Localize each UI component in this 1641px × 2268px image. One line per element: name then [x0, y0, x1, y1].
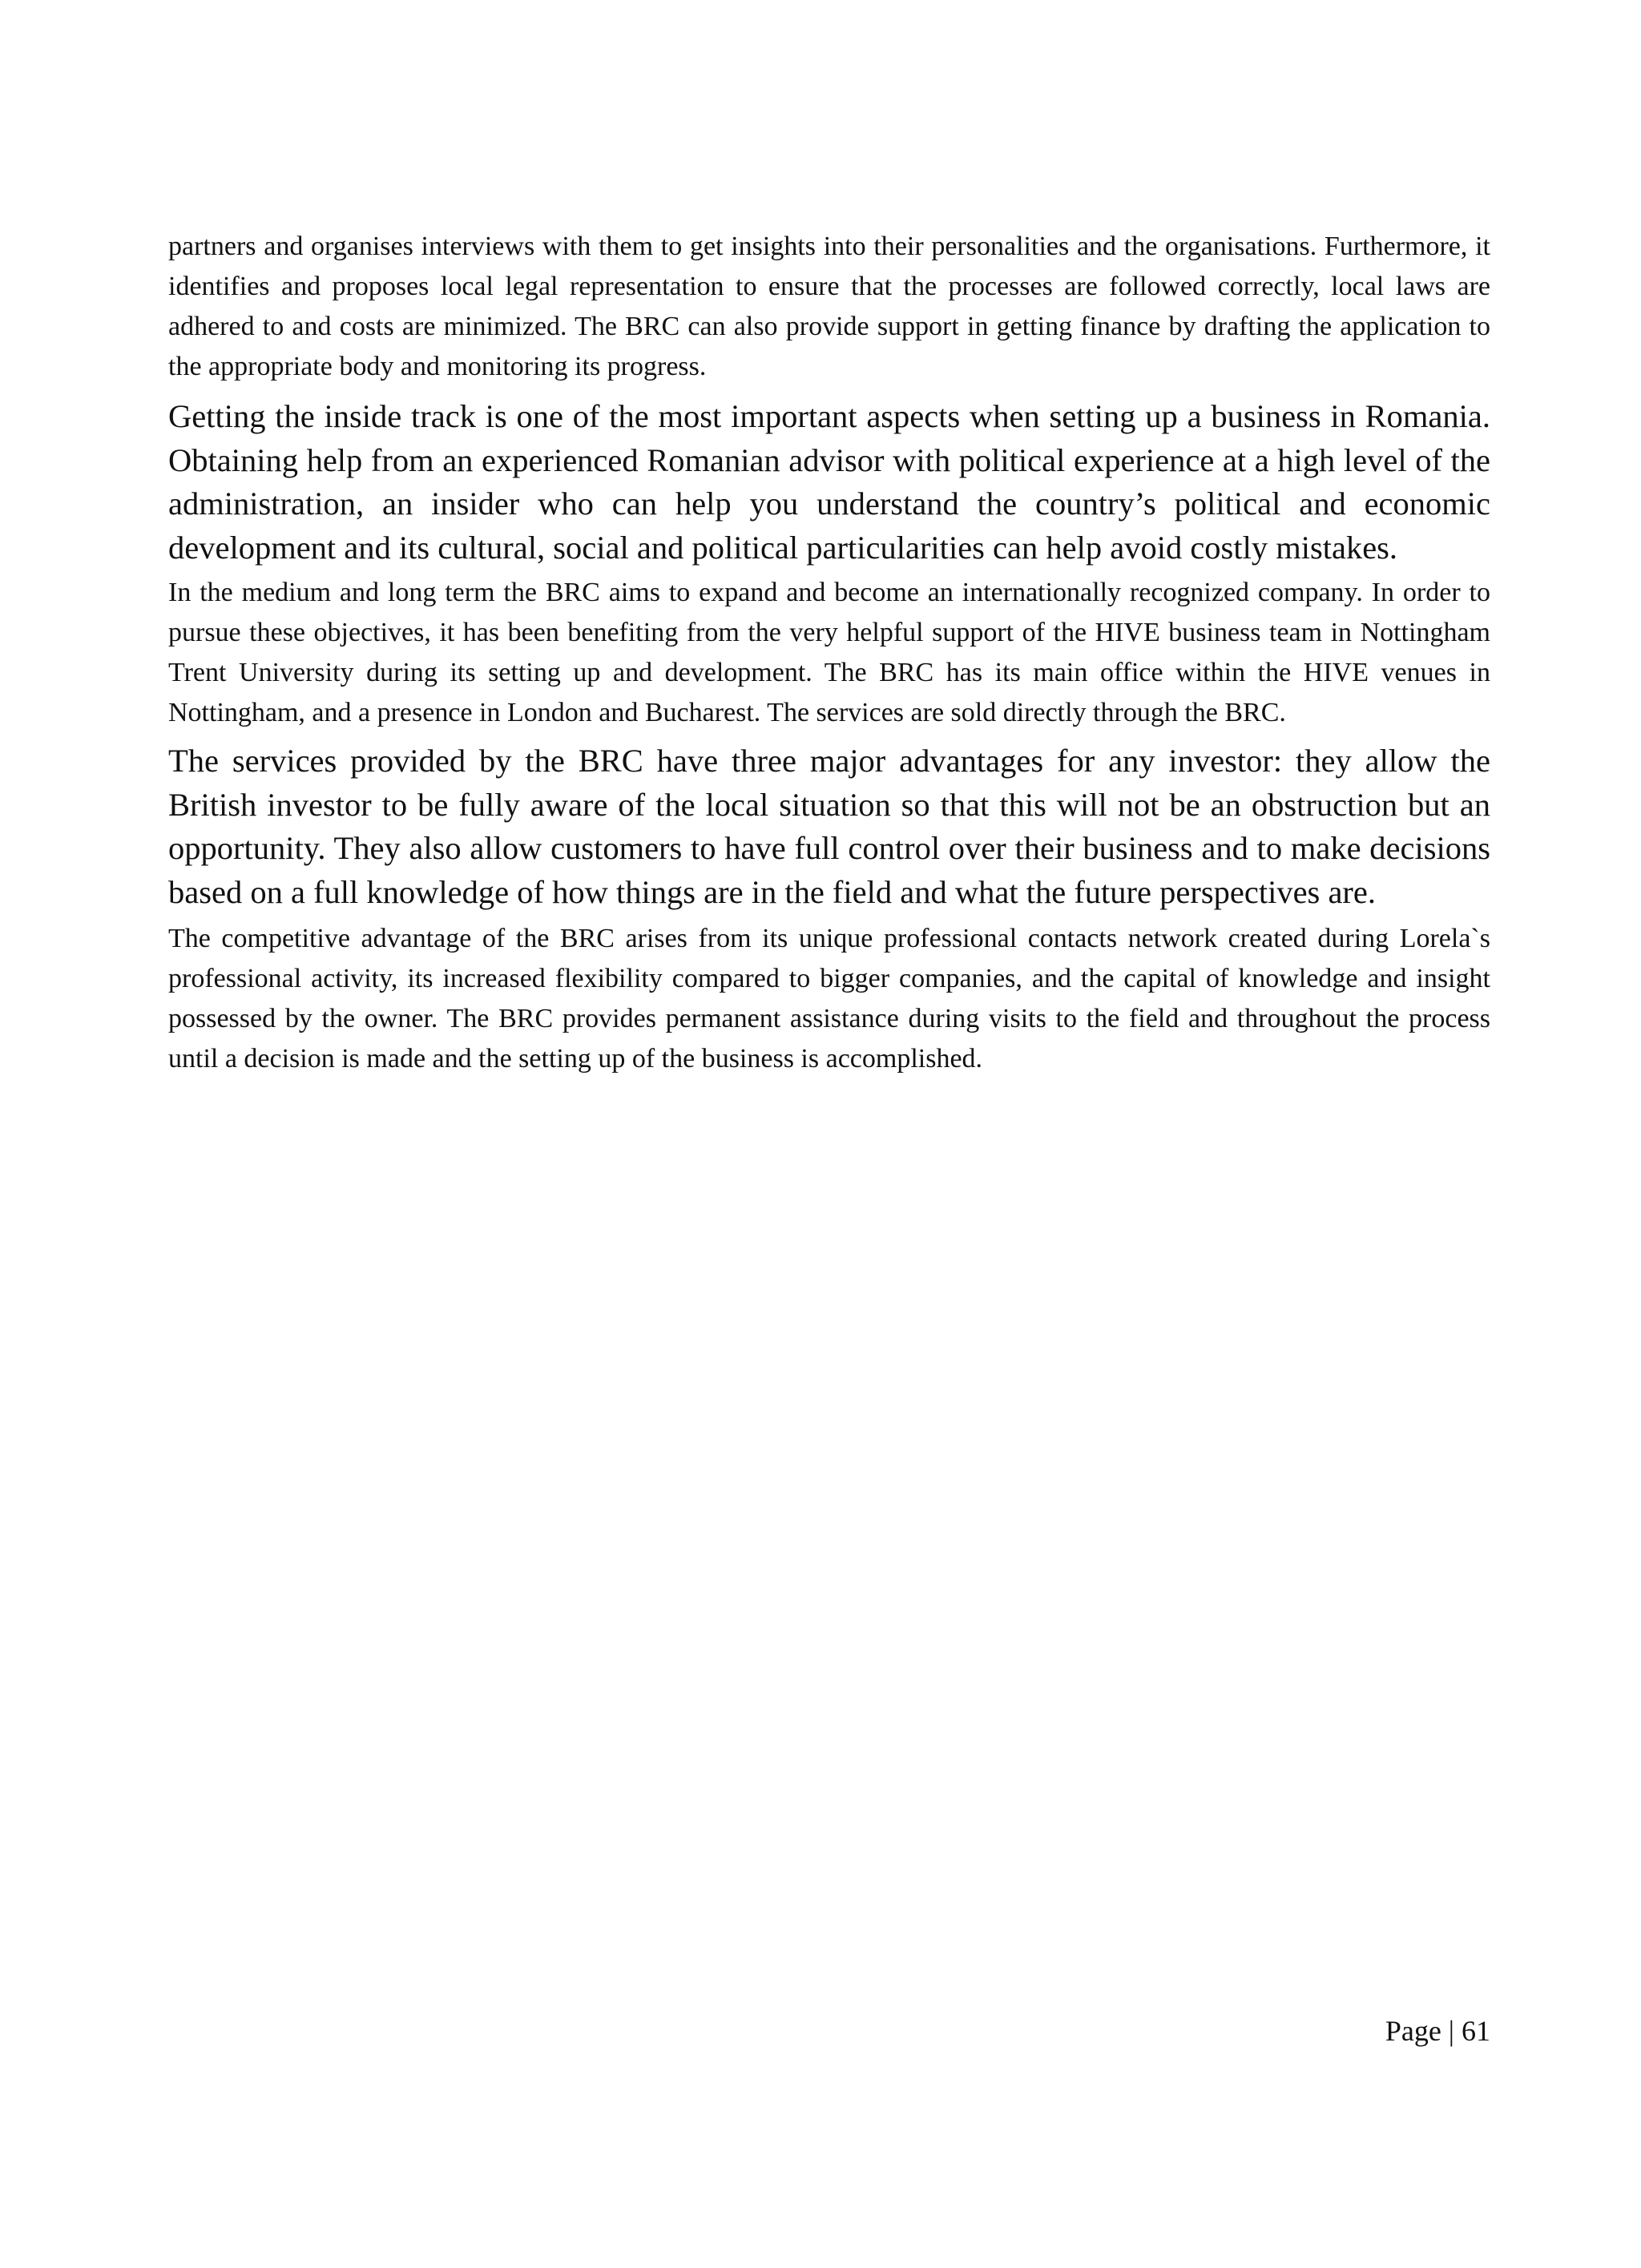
paragraph: The competitive advantage of the BRC arises from its unique professional contacts network created during Lorela`s professional activity, its increased flexibility compared to bigger companies, and the capital of knowledge and insight possessed by the owner. The BRC provides permanent assistance during visits to the field and throughout the process until a decision is made and the setting up of the business is accomplished. [168, 924, 1490, 1074]
paragraph: Getting the inside track is one of the most important aspects when setting up a business in Romania. Obtaining help from an experienced Romanian advisor with political experience at a high level of the administration, an insider who can help you understand the country’s political and economic development and its cultural, social and political particularities can help avoid costly mistakes. [168, 398, 1490, 566]
paragraph: The services provided by the BRC have three major advantages for any investor: they allow the British investor to be fully aware of the local situation so that this will not be an obstruction but an opportunity. They also allow customers to have full control over their business and to make decisions based on a full knowledge of how things are in the field and what the future perspectives are. [168, 743, 1490, 910]
document-body [168, 227, 1490, 1079]
paragraph: partners and organises interviews with them to get insights into their personalities and the organisations. Furthermore, it identifies and proposes local legal representation to ensure that the processes are followed correctly, local laws are adhered to and costs are minimized. The BRC can also provide support in getting finance by drafting the application to the appropriate body and monitoring its progress. [168, 232, 1490, 381]
page-number: Page | 61 [1385, 2015, 1490, 2047]
paragraph: In the medium and long term the BRC aims to expand and become an internationally recognized company. In order to pursue these objectives, it has been benefiting from the very helpful support of the HIVE business team in Nottingham Trent University during its setting up and development. The BRC has its main office within the HIVE venues in Nottingham, and a presence in London and Bucharest. The services are sold directly through the BRC. [168, 578, 1490, 727]
